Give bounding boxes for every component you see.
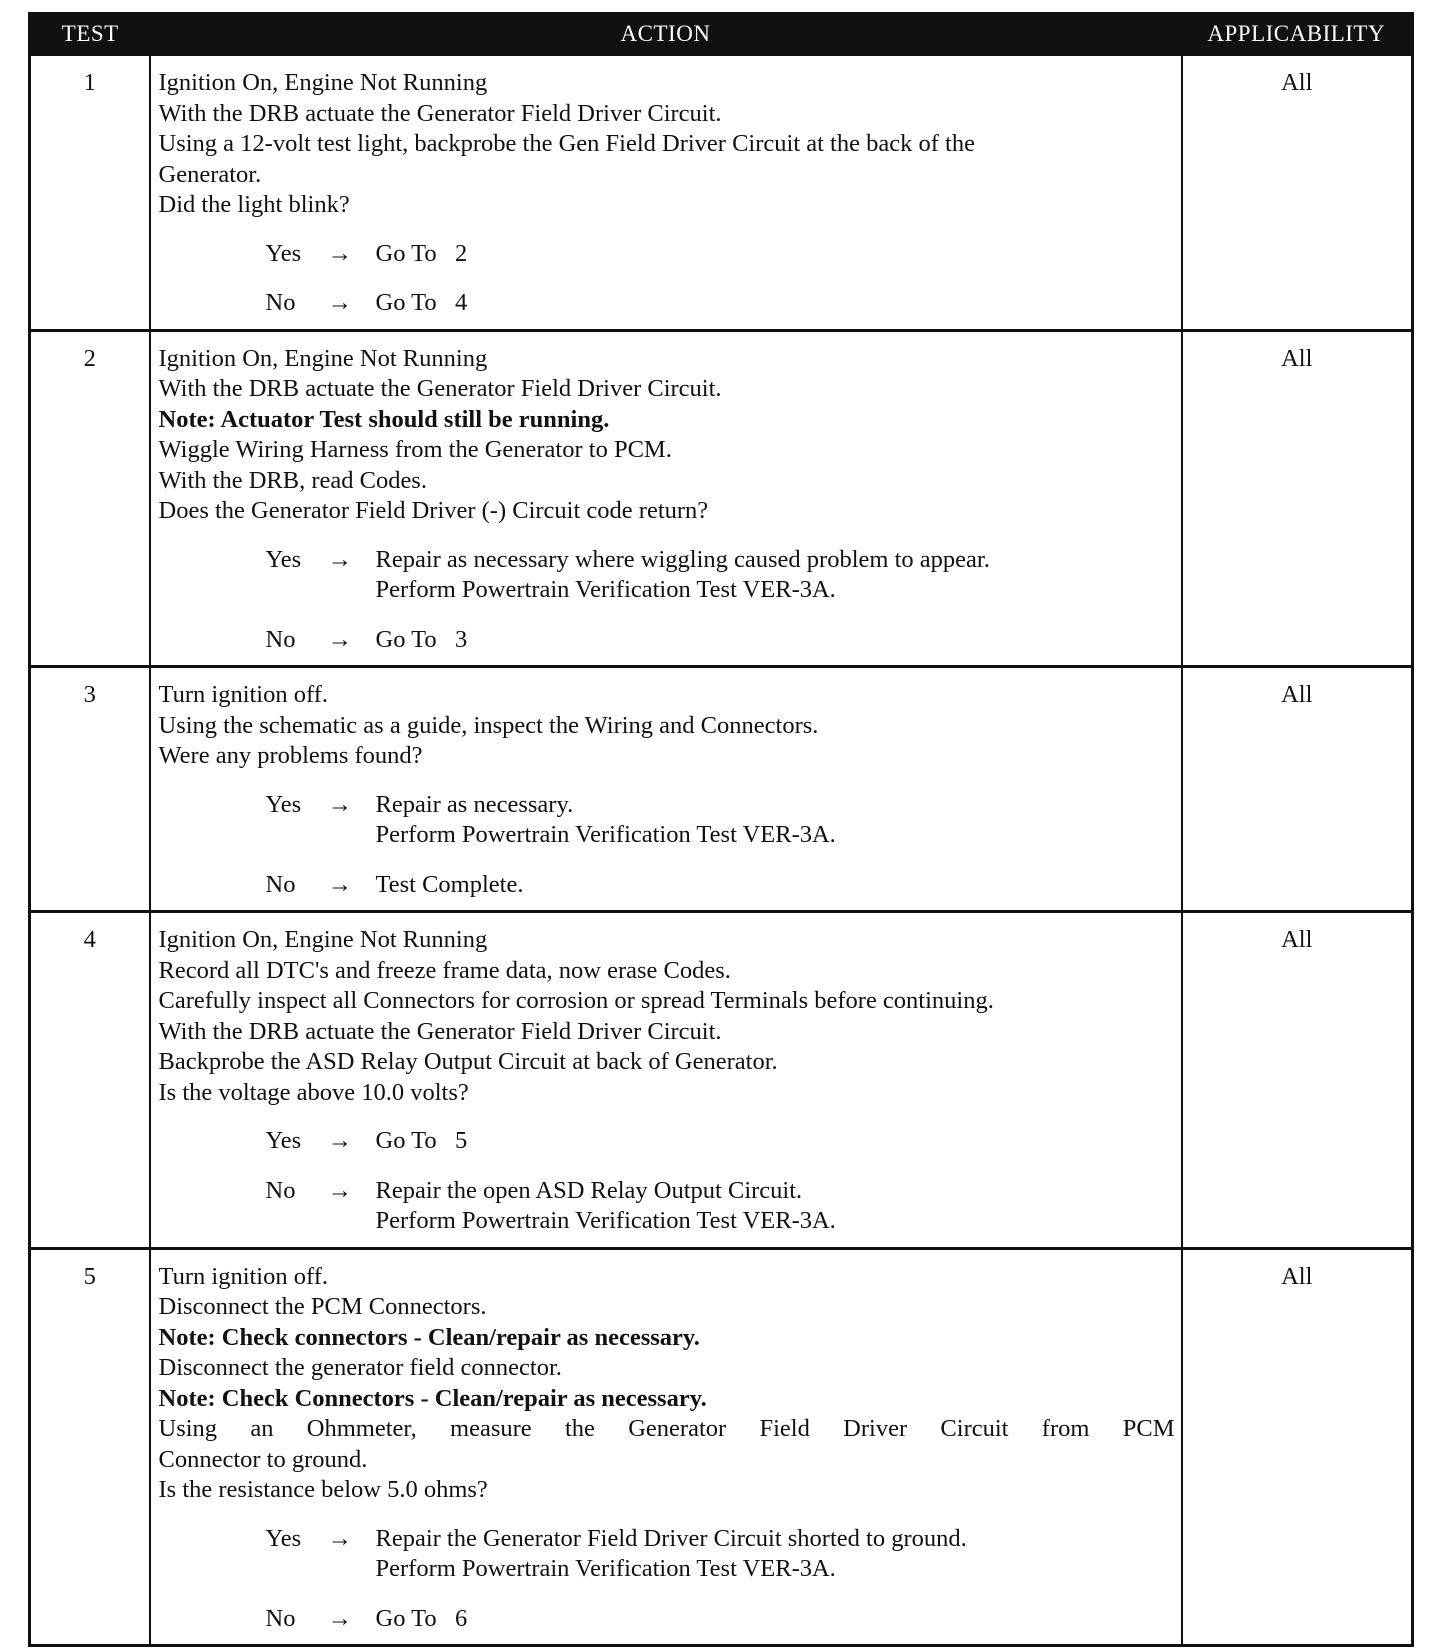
- action-line: With the DRB, read Codes.: [158, 466, 427, 494]
- branch-label: No: [265, 625, 296, 653]
- branch-label: Yes: [265, 545, 302, 573]
- branch-list: [159, 1524, 1175, 1635]
- branch-list: [159, 1126, 1175, 1237]
- note-line: Note: Actuator Test should still be running.: [158, 405, 610, 433]
- right-arrow-icon: →: [327, 289, 352, 316]
- diagnostic-procedure-page: [28, 12, 1411, 1647]
- action-cell: [150, 55, 1182, 331]
- test-number: 2: [30, 330, 150, 667]
- right-arrow-icon: →: [327, 1524, 352, 1552]
- branch-label: Yes: [265, 1524, 302, 1552]
- diagnostic-test-table: [28, 12, 1414, 1647]
- action-line: Did the light blink?: [158, 191, 350, 218]
- action-cell: [150, 1248, 1182, 1646]
- action-line: Record all DTC's and freeze frame data, now erase Codes.: [158, 956, 731, 984]
- test-number: 4: [30, 912, 150, 1249]
- branch-result-line: Repair the open ASD Relay Output Circuit.: [375, 1176, 803, 1204]
- note-line: Note: Check connectors - Clean/repair as necessary.: [158, 1323, 700, 1351]
- branch-result: [376, 1524, 1175, 1585]
- branch-result-line: Perform Powertrain Verification Test VER-3A.: [375, 576, 836, 603]
- action-line: Ignition On, Engine Not Running: [158, 926, 488, 953]
- branch-result-line: Go To 5: [375, 1127, 468, 1154]
- action-line: Ignition On, Engine Not Running: [158, 344, 488, 372]
- right-arrow-icon: →: [327, 1604, 352, 1632]
- action-line: With the DRB actuate the Generator Field Driver Circuit.: [158, 375, 722, 402]
- branch-result-line: Repair the Generator Field Driver Circuit shorted to ground.: [375, 1524, 967, 1552]
- branch-result-line: Go To 4: [375, 289, 468, 316]
- action-cell: [150, 330, 1182, 667]
- branch-result: [376, 790, 1175, 851]
- branch-result-line: Go To 6: [375, 1604, 468, 1632]
- branch-result-line: Go To 3: [375, 625, 468, 653]
- test-row: [30, 667, 1413, 912]
- test-number: 1: [30, 55, 150, 331]
- applicability-value: All: [1182, 912, 1413, 1249]
- action-line: Using the schematic as a guide, inspect the Wiring and Connectors.: [158, 711, 819, 739]
- branch-yes: [266, 1524, 1175, 1585]
- branch-no: [266, 288, 1175, 319]
- test-number: 5: [30, 1248, 150, 1646]
- action-line: Ignition On, Engine Not Running: [158, 69, 488, 96]
- action-cell: [150, 667, 1182, 912]
- branch-label: No: [265, 870, 296, 898]
- branch-result-line: Perform Powertrain Verification Test VER-3A.: [375, 1207, 836, 1234]
- branch-list: [159, 545, 1175, 656]
- branch-result-line: Repair as necessary where wiggling caused problem to appear.: [375, 545, 990, 573]
- branch-result-line: Perform Powertrain Verification Test VER-3A.: [375, 821, 836, 848]
- action-line: Using a 12-volt test light, backprobe the Gen Field Driver Circuit at the back of the: [158, 130, 975, 157]
- table-header-row: [30, 14, 1413, 55]
- branch-label: Yes: [265, 1127, 302, 1154]
- branch-result-line: Go To 2: [375, 239, 468, 267]
- action-line: With the DRB actuate the Generator Field Driver Circuit.: [158, 99, 722, 127]
- action-line: Using an Ohmmeter, measure the Generator Field Driver Circuit from PCM: [158, 1415, 1175, 1442]
- action-line: Disconnect the PCM Connectors.: [158, 1293, 487, 1320]
- branch-result-line: Repair as necessary.: [375, 790, 574, 818]
- note-line: Note: Check Connectors - Clean/repair as necessary.: [158, 1384, 707, 1412]
- branch-yes: [266, 1126, 1175, 1157]
- branch-list: [159, 239, 1175, 319]
- branch-label: Yes: [265, 790, 302, 818]
- applicability-value: All: [1182, 330, 1413, 667]
- branch-yes: [266, 790, 1175, 851]
- branch-yes: [266, 239, 1175, 270]
- right-arrow-icon: →: [327, 1127, 352, 1154]
- action-cell: [150, 912, 1182, 1249]
- right-arrow-icon: →: [327, 790, 352, 818]
- right-arrow-icon: →: [327, 545, 352, 573]
- branch-result: [376, 288, 1175, 319]
- action-line: Wiggle Wiring Harness from the Generator to PCM.: [158, 436, 672, 463]
- right-arrow-icon: →: [327, 870, 352, 898]
- test-row: [30, 55, 1413, 331]
- action-line: Disconnect the generator field connector.: [158, 1354, 562, 1381]
- branch-result: [376, 1126, 1175, 1157]
- branch-label: No: [265, 289, 296, 316]
- branch-result: [376, 870, 1175, 901]
- branch-result-line: Perform Powertrain Verification Test VER-3A.: [375, 1555, 836, 1582]
- test-row: [30, 1248, 1413, 1646]
- branch-no: [266, 1604, 1175, 1635]
- test-row: [30, 912, 1413, 1249]
- branch-label: No: [265, 1604, 296, 1632]
- header-applicability: APPLICABILITY: [1182, 14, 1413, 55]
- branch-result: [376, 239, 1175, 270]
- action-line: Were any problems found?: [158, 742, 423, 769]
- action-line: Turn ignition off.: [158, 1262, 328, 1290]
- action-line: Is the resistance below 5.0 ohms?: [158, 1476, 488, 1503]
- action-line: Connector to ground.: [158, 1445, 368, 1473]
- action-line: Turn ignition off.: [158, 681, 328, 708]
- table-body: [30, 55, 1413, 1646]
- branch-label: Yes: [265, 239, 302, 267]
- branch-list: [159, 790, 1175, 901]
- action-line: Does the Generator Field Driver (-) Circuit code return?: [158, 497, 709, 524]
- branch-result: [376, 1604, 1175, 1635]
- right-arrow-icon: →: [327, 625, 352, 653]
- right-arrow-icon: →: [327, 1176, 352, 1204]
- branch-no: [266, 1176, 1175, 1237]
- action-line: Backprobe the ASD Relay Output Circuit at back of Generator.: [158, 1048, 778, 1075]
- action-line: With the DRB actuate the Generator Field Driver Circuit.: [158, 1017, 722, 1045]
- header-test: TEST: [30, 14, 150, 55]
- applicability-value: All: [1182, 1248, 1413, 1646]
- action-line: Carefully inspect all Connectors for corrosion or spread Terminals before continuing.: [158, 987, 994, 1014]
- applicability-value: All: [1182, 55, 1413, 331]
- action-line: Generator.: [158, 160, 262, 188]
- branch-label: No: [265, 1176, 296, 1204]
- right-arrow-icon: →: [327, 239, 352, 267]
- branch-result: [376, 545, 1175, 606]
- action-line: Is the voltage above 10.0 volts?: [158, 1078, 469, 1106]
- branch-result: [376, 1176, 1175, 1237]
- branch-yes: [266, 545, 1175, 606]
- header-action: ACTION: [150, 14, 1182, 55]
- branch-result-line: Test Complete.: [375, 870, 524, 898]
- branch-no: [266, 870, 1175, 901]
- test-number: 3: [30, 667, 150, 912]
- test-row: [30, 330, 1413, 667]
- applicability-value: All: [1182, 667, 1413, 912]
- branch-no: [266, 625, 1175, 656]
- branch-result: [376, 625, 1175, 656]
